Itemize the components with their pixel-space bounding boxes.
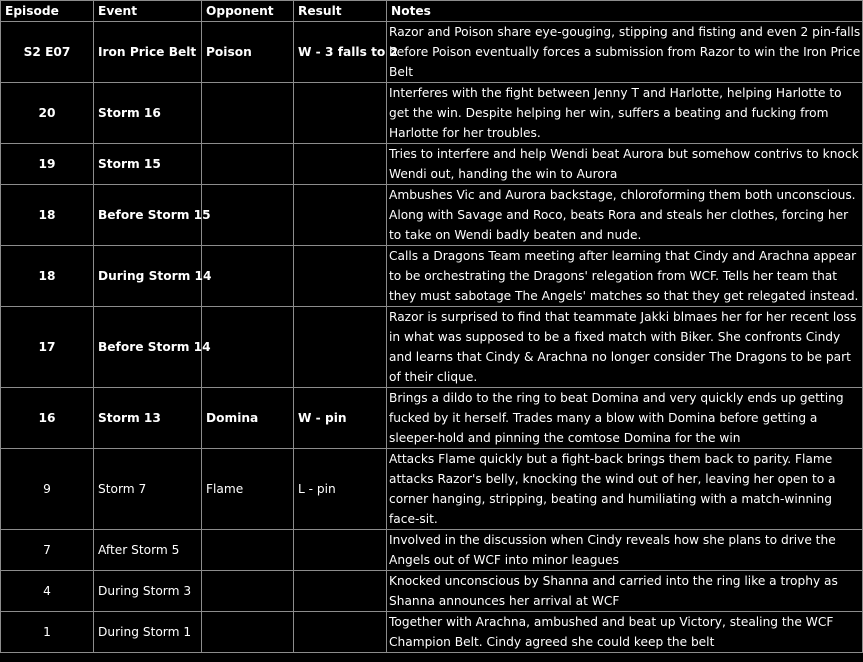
table-body [1,22,863,653]
result-cell [294,144,387,185]
result-cell: W - pin [294,388,387,449]
event-cell: Iron Price Belt [94,22,202,83]
notes-cell: Brings a dildo to the ring to beat Domina and very quickly ends up getting fucked by it herself. Trades many a blow with Domina before getting a sleeper-hold and pinning the comtose Domina for the win [387,388,863,449]
result-cell [294,246,387,307]
event-cell: Storm 13 [94,388,202,449]
header-notes: Notes [387,1,863,22]
table-row [1,571,863,612]
table-row [1,449,863,530]
event-cell: Before Storm 14 [94,307,202,388]
notes-cell: Involved in the discussion when Cindy reveals how she plans to drive the Angels out of WCF into minor leagues [387,530,863,571]
opponent-cell [202,144,294,185]
table-row [1,83,863,144]
notes-cell: Razor and Poison share eye-gouging, stipping and fisting and even 2 pin-falls before Poison eventually forces a submission from Razor to win the Iron Price Belt [387,22,863,83]
event-cell: During Storm 14 [94,246,202,307]
notes-cell: Tries to interfere and help Wendi beat Aurora but somehow contrivs to knock Wendi out, handing the win to Aurora [387,144,863,185]
opponent-cell [202,83,294,144]
result-cell: W - 3 falls to 2 [294,22,387,83]
notes-cell: Together with Arachna, ambushed and beat up Victory, stealing the WCF Champion Belt. Cindy agreed she could keep the belt [387,612,863,653]
episode-cell: 4 [1,571,94,612]
header-result: Result [294,1,387,22]
opponent-cell [202,571,294,612]
header-event: Event [94,1,202,22]
header-episode: Episode [1,1,94,22]
episode-cell: 19 [1,144,94,185]
event-cell: After Storm 5 [94,530,202,571]
notes-cell: Attacks Flame quickly but a fight-back brings them back to parity. Flame attacks Razor's belly, knocking the wind out of her, leaving her open to a corner hanging, stripping, beating and humiliating with a match-winning face-sit. [387,449,863,530]
episode-cell: 20 [1,83,94,144]
event-cell: Before Storm 15 [94,185,202,246]
event-cell: During Storm 3 [94,571,202,612]
opponent-cell [202,307,294,388]
notes-cell: Calls a Dragons Team meeting after learning that Cindy and Arachna appear to be orchestrating the Dragons' relegation from WCF. Tells her team that they must sabotage The Angels' matches so that they get relegated instead. [387,246,863,307]
event-cell: During Storm 1 [94,612,202,653]
episode-cell: 7 [1,530,94,571]
result-cell: L - pin [294,449,387,530]
opponent-cell: Flame [202,449,294,530]
table-row [1,22,863,83]
table-row [1,388,863,449]
header-opponent: Opponent [202,1,294,22]
opponent-cell [202,530,294,571]
notes-cell: Knocked unconscious by Shanna and carried into the ring like a trophy as Shanna announces her arrival at WCF [387,571,863,612]
episode-cell: 1 [1,612,94,653]
episode-cell: 9 [1,449,94,530]
opponent-cell [202,246,294,307]
notes-cell: Razor is surprised to find that teammate Jakki blmaes her for her recent loss in what was supposed to be a fixed match with Biker. She confronts Cindy and learns that Cindy & Arachna no longer consider The Dragons to be part of their clique. [387,307,863,388]
table-row [1,307,863,388]
opponent-cell [202,612,294,653]
event-cell: Storm 16 [94,83,202,144]
notes-cell: Interferes with the fight between Jenny T and Harlotte, helping Harlotte to get the win. Despite helping her win, suffers a beating and fucking from Harlotte for her troubles. [387,83,863,144]
event-cell: Storm 7 [94,449,202,530]
result-cell [294,530,387,571]
episode-cell: 16 [1,388,94,449]
episode-cell: S2 E07 [1,22,94,83]
table-row [1,246,863,307]
result-cell [294,612,387,653]
episode-cell: 17 [1,307,94,388]
result-cell [294,571,387,612]
result-cell [294,307,387,388]
table-row [1,185,863,246]
result-cell [294,185,387,246]
episode-cell: 18 [1,246,94,307]
opponent-cell: Domina [202,388,294,449]
episode-cell: 18 [1,185,94,246]
table-row [1,144,863,185]
event-cell: Storm 15 [94,144,202,185]
result-cell [294,83,387,144]
header-row [1,1,863,22]
opponent-cell: Poison [202,22,294,83]
table-row [1,530,863,571]
table-row [1,612,863,653]
notes-cell: Ambushes Vic and Aurora backstage, chloroforming them both unconscious. Along with Savage and Roco, beats Rora and steals her clothes, forcing her to take on Wendi badly beaten and nude. [387,185,863,246]
opponent-cell [202,185,294,246]
